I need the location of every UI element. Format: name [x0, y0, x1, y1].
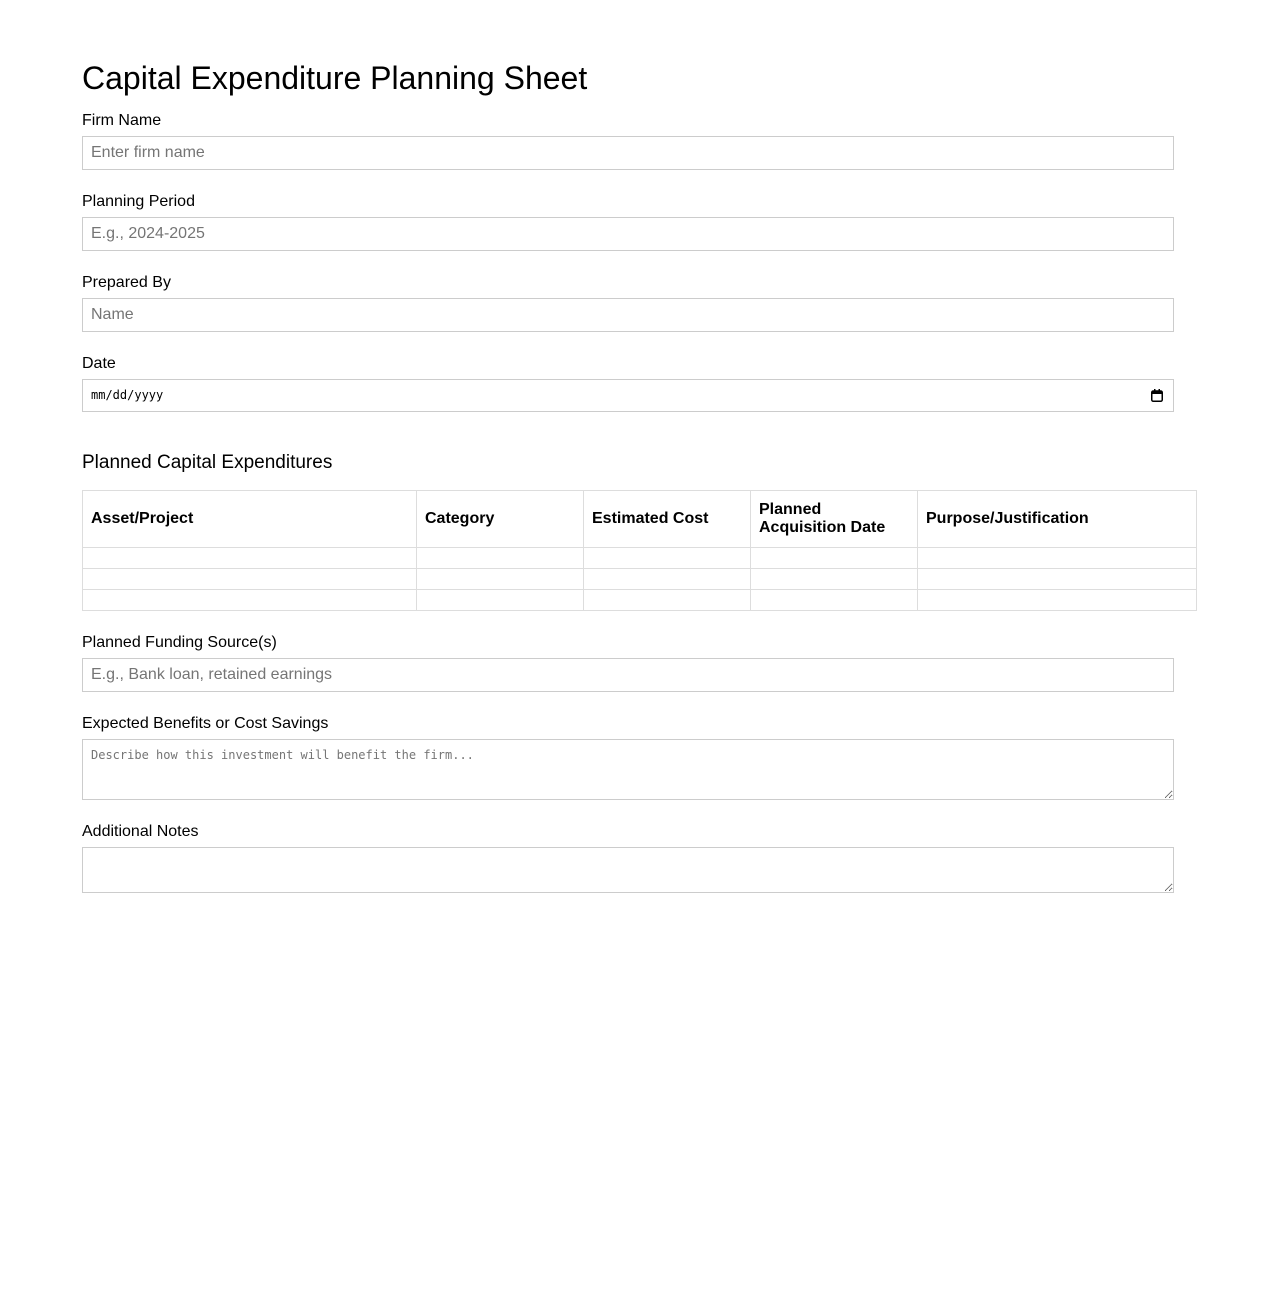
additional-notes-textarea[interactable] [82, 847, 1174, 893]
column-header-category: Category [417, 491, 584, 548]
table-row [83, 590, 1197, 611]
column-header-estimated-cost: Estimated Cost [584, 491, 751, 548]
column-header-purpose-justification: Purpose/Justification [918, 491, 1197, 548]
table-cell[interactable] [751, 548, 918, 569]
table-cell[interactable] [83, 569, 417, 590]
column-header-asset-project: Asset/Project [83, 491, 417, 548]
date-input-text: mm/dd/yyyy [91, 388, 164, 402]
table-cell[interactable] [751, 590, 918, 611]
table-row [83, 548, 1197, 569]
table-row [83, 569, 1197, 590]
table-header-row [83, 491, 1197, 548]
additional-notes-label: Additional Notes [82, 823, 199, 840]
table-cell[interactable] [83, 590, 417, 611]
planning-period-label: Planning Period [82, 193, 195, 210]
expenditures-section-title: Planned Capital Expenditures [82, 452, 333, 473]
prepared-by-label: Prepared By [82, 274, 171, 291]
funding-sources-input[interactable] [82, 658, 1174, 692]
table-cell[interactable] [918, 548, 1197, 569]
firm-name-label: Firm Name [82, 112, 162, 129]
table-cell[interactable] [751, 569, 918, 590]
firm-name-input[interactable] [82, 136, 1174, 170]
table-cell[interactable] [918, 569, 1197, 590]
table-cell[interactable] [918, 590, 1197, 611]
page-title: Capital Expenditure Planning Sheet [82, 60, 588, 96]
table-cell[interactable] [584, 590, 751, 611]
funding-sources-label: Planned Funding Source(s) [82, 634, 277, 651]
prepared-by-input[interactable] [82, 298, 1174, 332]
planning-period-input[interactable] [82, 217, 1174, 251]
table-cell[interactable] [584, 548, 751, 569]
expenditures-table [82, 490, 1197, 611]
table-cell[interactable] [417, 569, 584, 590]
expected-benefits-textarea[interactable] [82, 739, 1174, 800]
calendar-icon[interactable] [1151, 389, 1163, 402]
date-input[interactable] [82, 379, 1174, 412]
table-cell[interactable] [417, 548, 584, 569]
table-cell[interactable] [417, 590, 584, 611]
expected-benefits-label: Expected Benefits or Cost Savings [82, 715, 329, 732]
date-label: Date [82, 355, 116, 372]
column-header-planned-acquisition-date: Planned Acquisition Date [751, 491, 918, 548]
table-cell[interactable] [83, 548, 417, 569]
table-cell[interactable] [584, 569, 751, 590]
